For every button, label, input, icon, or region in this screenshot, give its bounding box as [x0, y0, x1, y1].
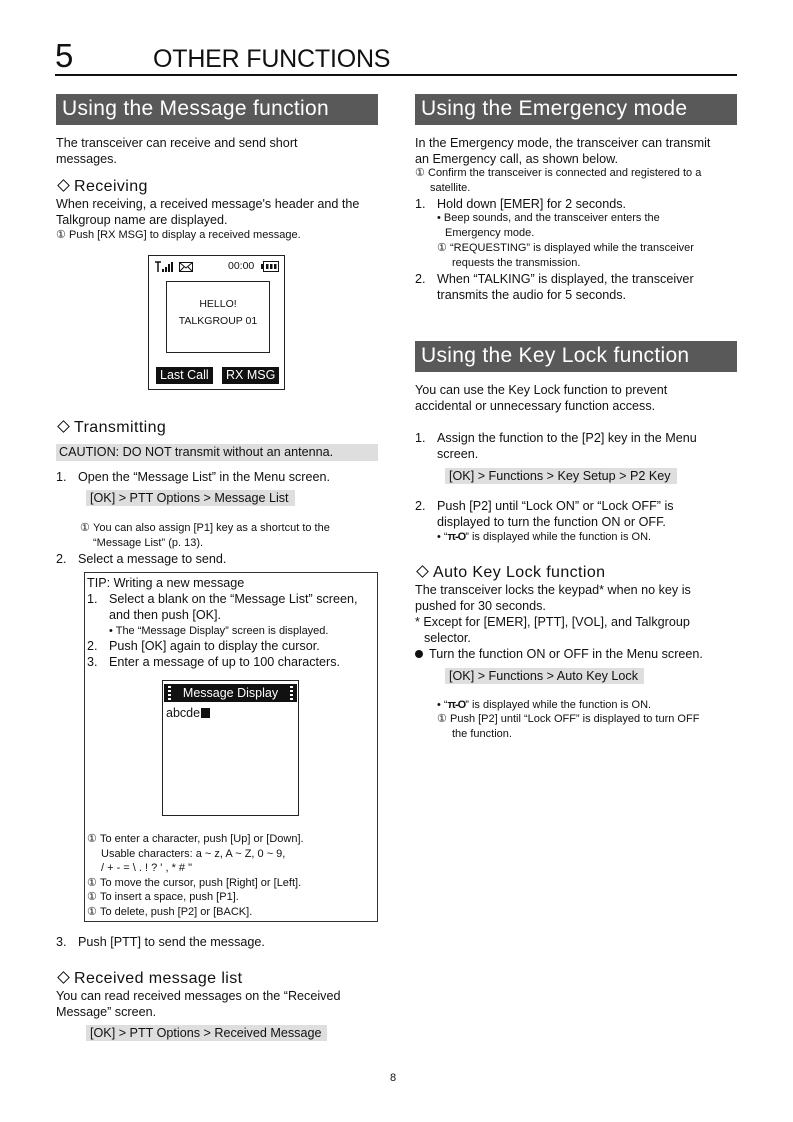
subheading-label: Transmitting [74, 419, 167, 436]
subheading-received-list [56, 970, 242, 988]
key-lock-step-2: 2. Push [P2] until “Lock ON” or “Lock OFF” is displayed to turn the function ON or OFF. [415, 499, 674, 529]
emergency-intro: In the Emergency mode, the transceiver can transmit an Emergency call, as shown below. [415, 136, 711, 166]
received-list-text: You can read received messages on the “Received Message” screen. [56, 989, 341, 1019]
auto-key-lock-text: The transceiver locks the keypad* when no key is pushed for 30 seconds. [415, 583, 691, 613]
receiving-note: ① Push [RX MSG] to display a received message. [56, 229, 301, 241]
scroll-dots-icon [168, 686, 171, 700]
subheading-auto-key-lock [415, 564, 605, 582]
info-icon: ① [87, 905, 97, 918]
info-icon: ① [437, 713, 447, 725]
radio-screen-message-display [162, 680, 299, 816]
section-title-key-lock: Using the Key Lock function [415, 341, 737, 372]
tip-sub-bullet: • The “Message Display” screen is displayed. [109, 625, 329, 637]
chapter-title: OTHER FUNCTIONS [153, 45, 391, 73]
diamond-icon [416, 565, 429, 578]
menu-path-auto-key-lock: [OK] > Functions > Auto Key Lock [445, 668, 644, 684]
menu-path-message-list: [OK] > PTT Options > Message List [86, 490, 295, 506]
key-lock-intro: You can use the Key Lock function to prevent accidental or unnecessary function access. [415, 383, 668, 413]
softkey-rx-msg[interactable]: RX MSG [222, 367, 279, 384]
emergency-step-1-bullet: • Beep sounds, and the transceiver enters the Emergency mode. [437, 212, 660, 239]
transmit-step-2: 2. Select a message to send. [56, 552, 227, 566]
talkgroup-name: TALKGROUP 01 [178, 315, 258, 327]
scroll-dots-icon [290, 686, 293, 700]
subheading-transmitting [56, 419, 166, 437]
clock-time: 00:00 [228, 260, 255, 272]
auto-key-lock-footnote: * Except for [EMER], [PTT], [VOL], and Talkgroup selector. [415, 615, 690, 645]
envelope-icon [179, 262, 193, 272]
subheading-label: Received message list [74, 970, 243, 987]
transmit-step-1: 1. Open the “Message List” in the Menu screen. [56, 470, 331, 484]
screen-title-bar [164, 684, 297, 702]
key-lock-step-1: 1. Assign the function to the [P2] key in the Menu screen. [415, 431, 697, 461]
info-icon: ① [437, 242, 447, 254]
subheading-receiving [56, 178, 148, 196]
caution-banner: CAUTION: DO NOT transmit without an antenna. [56, 444, 378, 461]
info-icon: ① [56, 229, 66, 241]
key-lock-icon: π-O [447, 699, 466, 711]
text-cursor [201, 708, 210, 718]
info-icon: ① [87, 833, 97, 845]
section-title-message: Using the Message function [56, 94, 378, 125]
info-icon: ① [87, 876, 97, 889]
menu-path-p2-key: [OK] > Functions > Key Setup > P2 Key [445, 468, 677, 484]
battery-icon [261, 261, 279, 272]
message-box [166, 281, 270, 353]
text-line: When receiving, a received message's header and the [56, 197, 360, 211]
emergency-step-1-note: ① “REQUESTING” is displayed while the transceiver requests the transmission. [437, 242, 694, 269]
info-icon: ① [80, 522, 90, 534]
transmit-step-1-note: ① You can also assign [P1] key as a shortcut to the “Message List” (p. 13). [80, 522, 330, 549]
key-lock-icon: π-O [447, 531, 466, 543]
auto-key-lock-sub-bullet: • “π-O” is displayed while the function is ON. [437, 699, 652, 711]
screen-title: Message Display [182, 686, 279, 700]
emergency-step-1: 1. Hold down [EMER] for 2 seconds. [415, 197, 626, 211]
tip-step-3: 3. Enter a message of up to 100 characters. [87, 655, 341, 669]
receiving-text [56, 196, 386, 228]
emergency-note: ① Confirm the transceiver is connected and registered to a satellite. [415, 167, 702, 194]
section-title-emergency: Using the Emergency mode [415, 94, 737, 125]
antenna-signal-icon [155, 261, 175, 273]
auto-key-lock-bullet: Turn the function ON or OFF in the Menu screen. [413, 646, 743, 662]
auto-key-lock-note: ① Push [P2] until “Lock OFF” is displayed to turn OFF the function. [437, 713, 700, 740]
text-line: messages. [56, 152, 117, 166]
key-lock-step-2-bullet: • “π-O” is displayed while the function is ON. [437, 531, 652, 543]
tip-step-1: 1. Select a blank on the “Message List” screen, and then push [OK]. [87, 592, 358, 622]
message-intro [56, 135, 386, 167]
diamond-icon [57, 420, 70, 433]
message-text: HELLO! [199, 298, 237, 310]
header-rule [55, 74, 737, 76]
bullet-icon [415, 650, 423, 658]
softkey-last-call[interactable]: Last Call [156, 367, 213, 384]
info-icon: ① [87, 891, 97, 903]
emergency-step-2: 2. When “TALKING” is displayed, the transceiver transmits the audio for 5 seconds. [415, 272, 694, 302]
menu-path-received-message: [OK] > PTT Options > Received Message [86, 1025, 327, 1041]
subheading-label: Receiving [74, 178, 148, 195]
tip-notes: ① To enter a character, push [Up] or [Down]. Usable characters: a ~ z, A ~ Z, 0 ~ 9, / + - = \ . ! ? ' , * # " ① To move the cursor, push [Right] or [Left]. ① To insert a space, push [P1]. ① To delete, push [P2] or [BACK]. [87, 833, 304, 918]
subheading-label: Auto Key Lock function [433, 564, 606, 581]
message-input[interactable]: abcde [166, 706, 210, 720]
text-line: Talkgroup name are displayed. [56, 213, 228, 227]
diamond-icon [57, 179, 70, 192]
diamond-icon [57, 971, 70, 984]
text-line: The transceiver can receive and send short [56, 136, 298, 150]
radio-screen-received-message [148, 255, 285, 390]
transmit-step-3: 3. Push [PTT] to send the message. [56, 935, 265, 949]
chapter-number: 5 [55, 37, 74, 74]
tip-step-2: 2. Push [OK] again to display the cursor. [87, 639, 320, 653]
page-number: 8 [390, 1072, 397, 1084]
tip-title: TIP: Writing a new message [87, 576, 245, 590]
info-icon: ① [415, 167, 425, 179]
